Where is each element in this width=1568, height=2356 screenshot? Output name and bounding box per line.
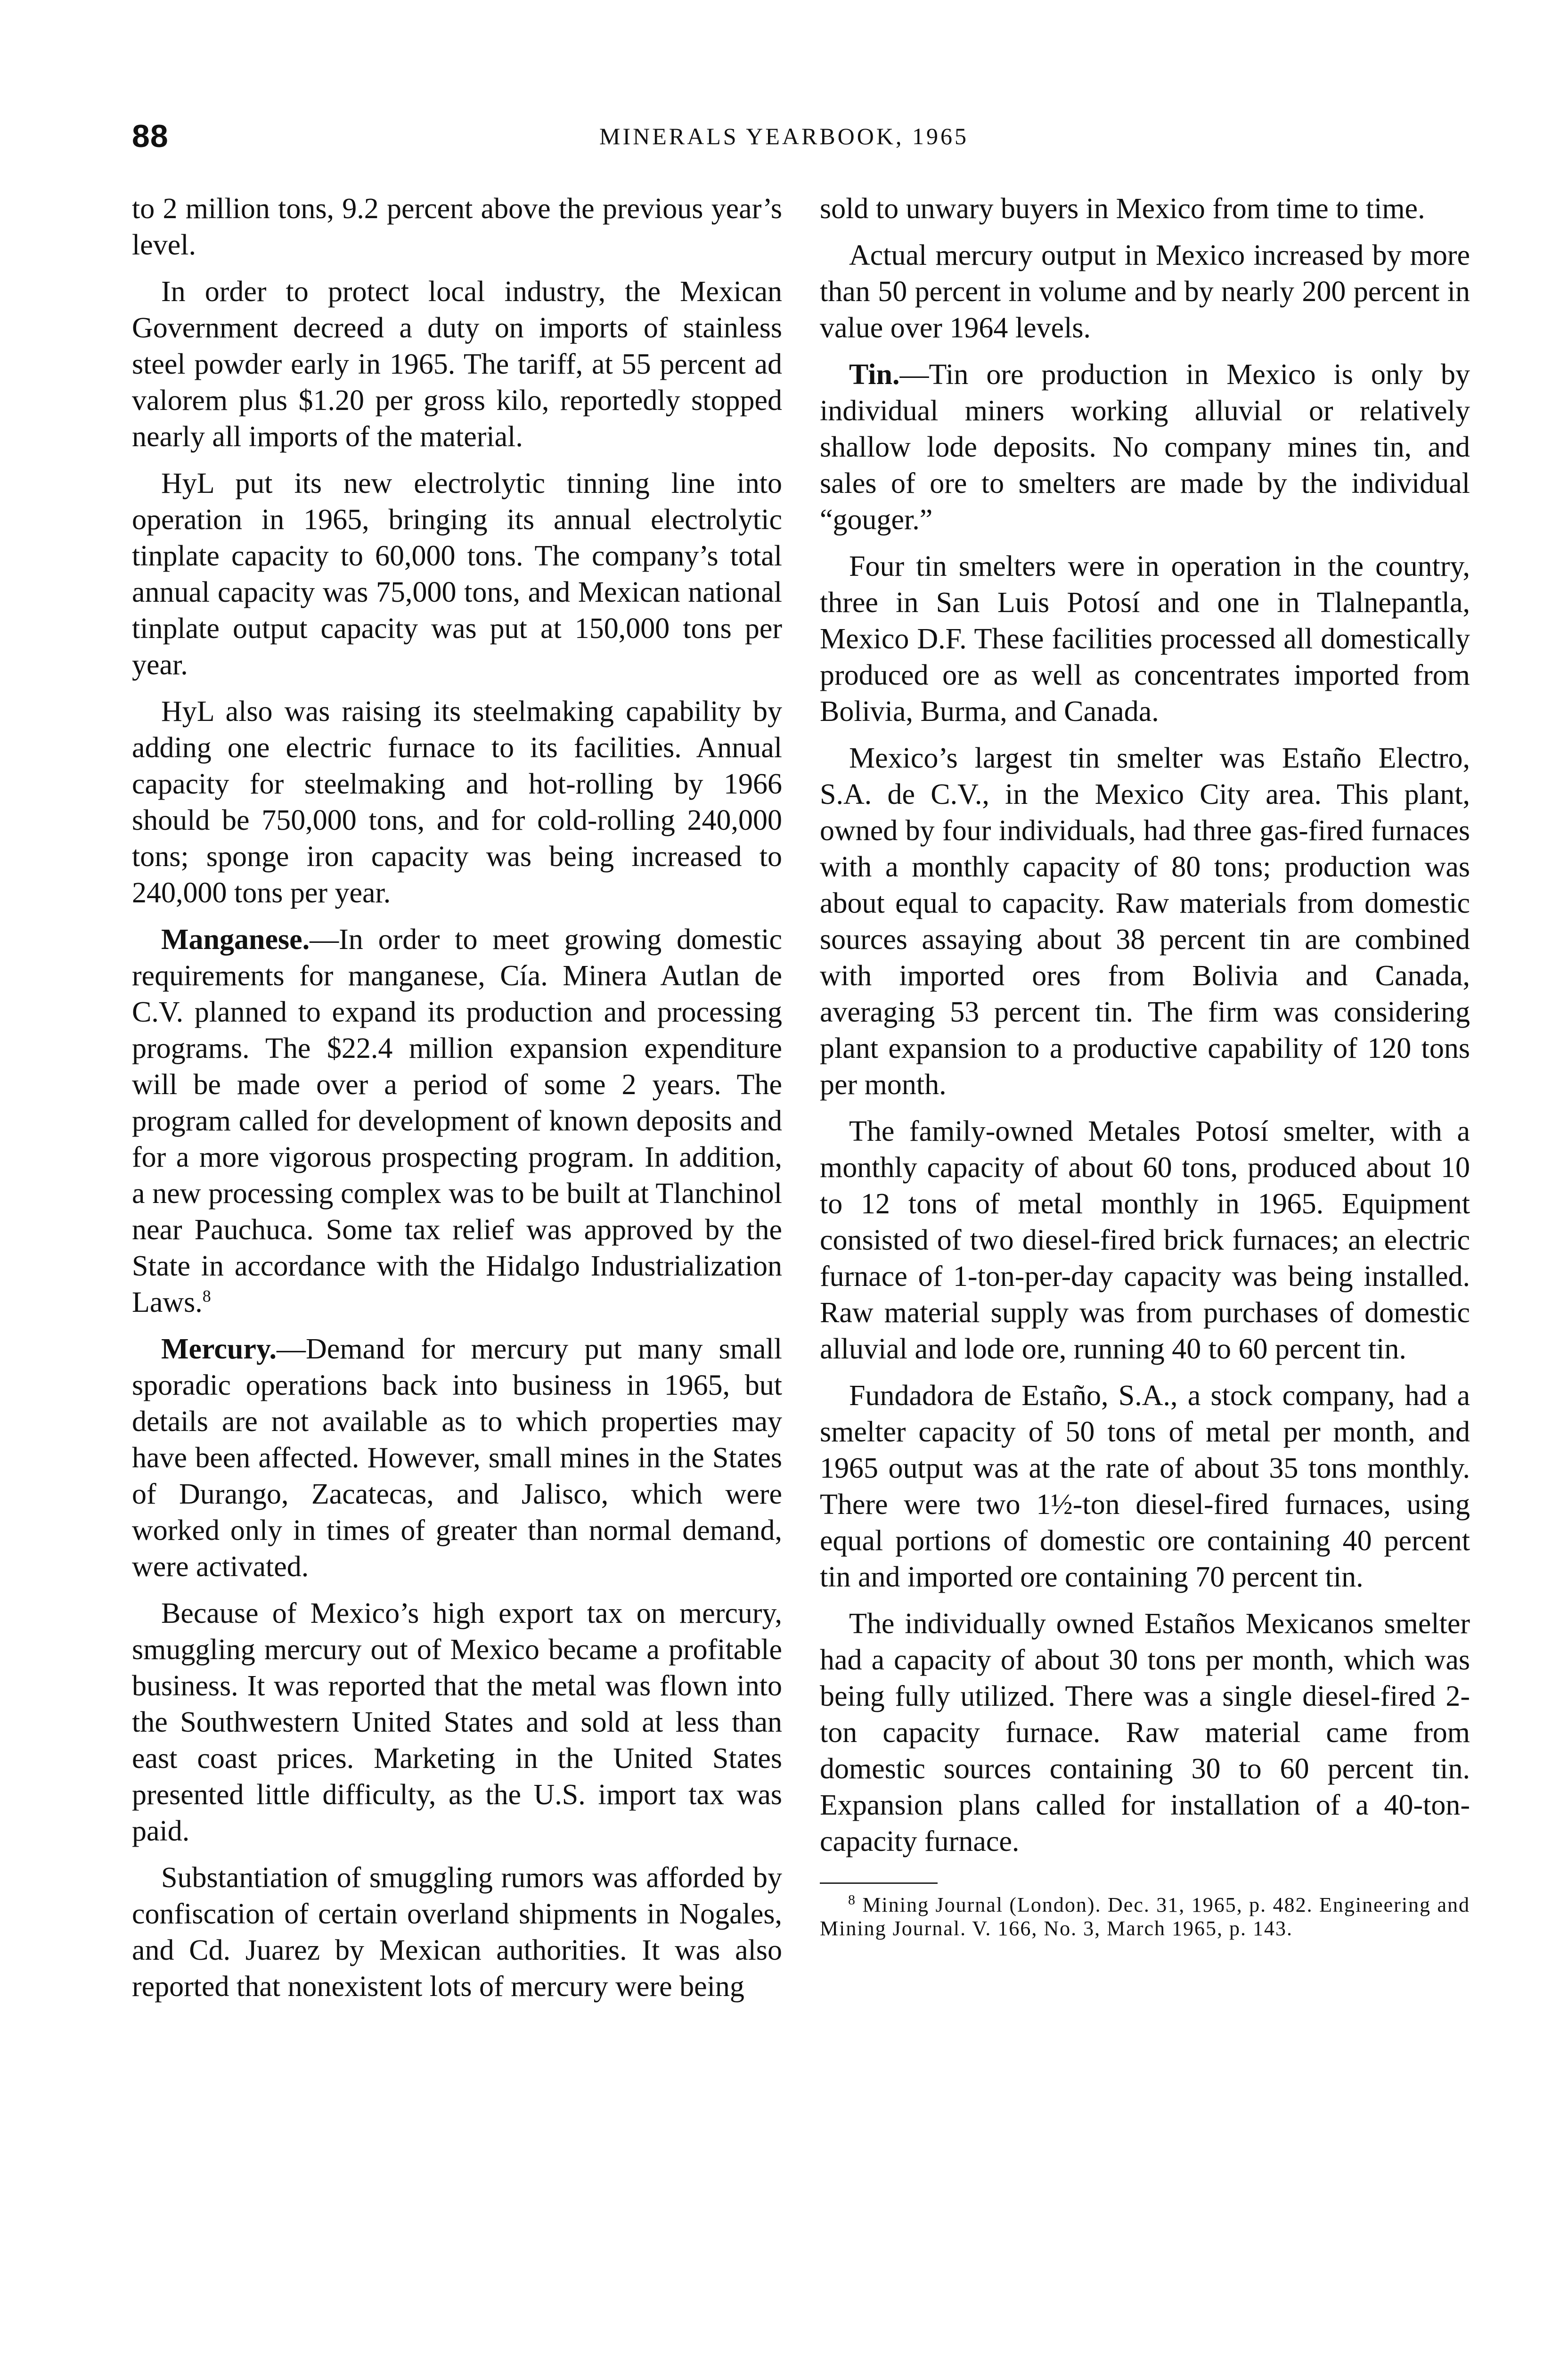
- section-heading-mercury: Mercury.: [161, 1333, 277, 1365]
- paragraph: Actual mercury output in Mexico increased by more than 50 percent in volume and by nearly 200 percent in value over 1964 levels.: [820, 239, 1470, 344]
- footnote-divider: [820, 1882, 938, 1884]
- paragraph-body: —In order to meet growing domestic requirements for manganese, Cía. Minera Autlan de C.V. planned to expand its production and processing programs. The $22.4 million expansion expenditure will be made over a period of some 2 years. The program called for development of known deposits and for a more vigorous prospecting program. In addition, a new processing complex was to be built at Tlanchinol near Pauchuca. Some tax relief was approved by the State in accordance with the Hidalgo Industrialization Laws.: [132, 924, 782, 1318]
- paragraph: Mexico’s largest tin smelter was Estaño Electro, S.A. de C.V., in the Mexico City area. This plant, owned by four individuals, had three gas-fired furnaces with a monthly capacity of 80 tons; production was about equal to capacity. Raw materials from domestic sources assaying about 38 percent tin are combined with imported ores from Bolivia and Canada, averaging 53 percent tin. The firm was considering plant expansion to a productive capability of 120 tons per month.: [820, 742, 1470, 1101]
- paragraph: In order to protect local industry, the Mexican Government decreed a duty on imports of stainless steel powder early in 1965. The tariff, at 55 percent ad valorem plus $1.20 per gross kilo, reportedly stopped nearly all imports of the material.: [132, 276, 782, 453]
- section-heading-manganese: Manganese.: [161, 924, 310, 956]
- paragraph: The family-owned Metales Potosí smelter, with a monthly capacity of about 60 tons, produced about 10 to 12 tons of metal monthly in 1965. Equipment consisted of two diesel-fired brick furnaces; an electric furnace of 1-ton-per-day capacity was being installed. Raw material supply was from purchases of domestic alluvial and lode ore, running 40 to 60 percent tin.: [820, 1115, 1470, 1365]
- paragraph: HyL put its new electrolytic tinning line into operation in 1965, bringing its annual electrolytic tinplate capacity to 60,000 tons. The company’s total annual capacity was 75,000 tons, and Mexican national tinplate output capacity was put at 150,000 tons per year.: [132, 467, 782, 681]
- footnote-text: Mining Journal (London). Dec. 31, 1965, p. 482. Engineering and Mining Journal. V. 166, No. 3, March 1965, p. 143.: [820, 1893, 1470, 1940]
- paragraph: The individually owned Estaños Mexicanos smelter had a capacity of about 30 tons per month, which was being fully utilized. There was a single diesel-fired 2-ton capacity furnace. Raw material came from domestic sources containing 30 to 60 percent tin. Expansion plans called for installation of a 40-ton-capacity furnace.: [820, 1608, 1470, 1857]
- manganese-section: [132, 922, 782, 1321]
- page-number: 88: [132, 118, 169, 154]
- footnote-marker: 8: [848, 1892, 856, 1908]
- paragraph: Four tin smelters were in operation in the country, three in San Luis Potosí and one in Tlalnepantla, Mexico D.F. These facilities processed all domestically produced ore as well as concentrates imported from Bolivia, Burma, and Canada.: [820, 550, 1470, 728]
- paragraph: Because of Mexico’s high export tax on mercury, smuggling mercury out of Mexico became a profitable business. It was reported that the metal was flown into the Southwestern United States and sold at less than east coast prices. Marketing in the United States presented little difficulty, as the U.S. import tax was paid.: [132, 1597, 782, 1847]
- paragraph-body: —Tin ore production in Mexico is only by individual miners working alluvial or relatively shallow lode deposits. No company mines tin, and sales of ore to smelters are made by the individual “gouger.”: [820, 359, 1470, 536]
- paragraph-body: —Demand for mercury put many small sporadic operations back into business in 1965, but details are not available as to which properties may have been affected. However, small mines in the States of Durango, Zacatecas, and Jalisco, which were worked only in times of greater than normal demand, were activated.: [132, 1333, 782, 1583]
- page-header: [0, 118, 1568, 155]
- paragraph: to 2 million tons, 9.2 percent above the previous year’s level.: [132, 193, 782, 261]
- right-column: [820, 191, 1470, 1940]
- footnote-reference: 8: [202, 1286, 211, 1306]
- running-head: MINERALS YEARBOOK, 1965: [599, 123, 969, 149]
- paragraph: sold to unwary buyers in Mexico from time to time.: [820, 193, 1425, 225]
- section-heading-tin: Tin.: [849, 359, 900, 391]
- paragraph: HyL also was raising its steelmaking capability by adding one electric furnace to its facilities. Annual capacity for steelmaking and hot-rolling by 1966 should be 750,000 tons, and for cold-rolling 240,000 tons; sponge iron capacity was being increased to 240,000 tons per year.: [132, 695, 782, 909]
- paragraph: Substantiation of smuggling rumors was afforded by confiscation of certain overland shipments in Nogales, and Cd. Juarez by Mexican authorities. It was also reported that nonexistent lots of mercury were being: [132, 1862, 782, 2003]
- left-column: [132, 191, 782, 2015]
- tin-section: [820, 357, 1470, 538]
- mercury-section: [132, 1331, 782, 1585]
- footnote: [820, 1893, 1470, 1940]
- paragraph: Fundadora de Estaño, S.A., a stock company, had a smelter capacity of 50 tons of metal per month, and 1965 output was at the rate of about 35 tons monthly. There were two 1½-ton diesel-fired furnaces, using equal portions of domestic ore containing 40 percent tin and imported ore containing 70 percent tin.: [820, 1380, 1470, 1593]
